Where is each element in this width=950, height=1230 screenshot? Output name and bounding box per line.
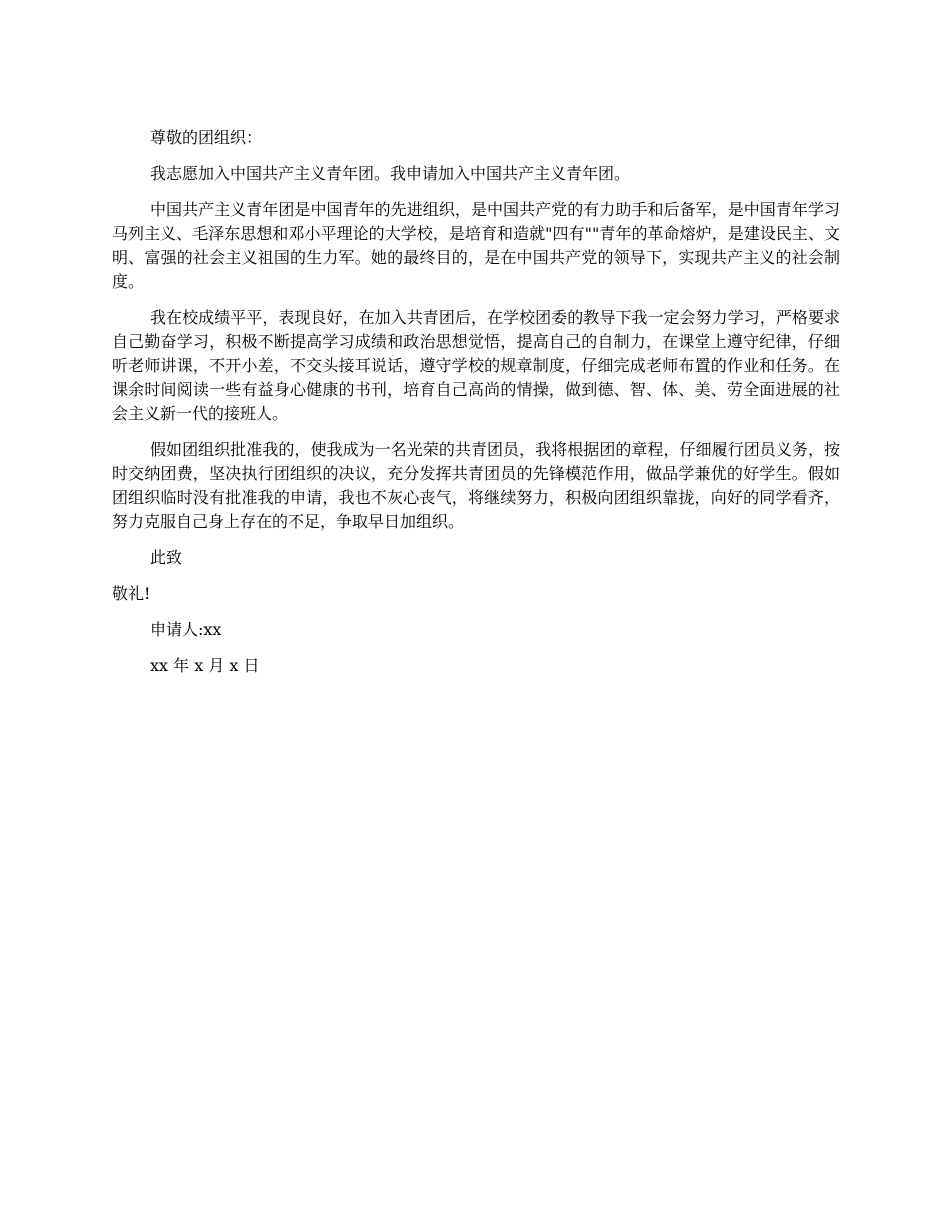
letter-date: xx 年 x 月 x 日: [150, 656, 260, 675]
closing-salute: 敬礼!: [112, 584, 151, 603]
paragraph-intent: 我志愿加入中国共产主义青年团。我申请加入中国共产主义青年团。: [150, 164, 631, 183]
paragraph-self-assessment: 我在校成绩平平，表现良好，在加入共青团后，在学校团委的教导下我一定会努力学习，严格要求自己勤奋学习，积极不断提高学习成绩和政治思想觉悟，提高自己的自制力，在课堂上遵守纪律，仔细听老师讲课，不开小差，不交头接耳说话，遵守学校的规章制度，仔细完成老师布置的作业和任务。在课余时间阅读一些有益身心健康的书刊，培育自己高尚的情操，做到德、智、体、美、劳全面进展的社会主义新一代的接班人。: [112, 308, 840, 423]
salutation: 尊敬的团组织：: [150, 128, 263, 147]
paragraph-commitment: 假如团组织批准我的，使我成为一名光荣的共青团员，我将根据团的章程，仔细履行团员义务，按时交纳团费，坚决执行团组织的决议，充分发挥共青团员的先锋模范作用，做品学兼优的好学生。假如团组织临时没有批准我的申请，我也不灰心丧气，将继续努力，积极向团组织靠拢，向好的同学看齐，努力克服自己身上存在的不足，争取早日加组织。: [112, 440, 840, 531]
paragraph-about-league: 中国共产主义青年团是中国青年的先进组织，是中国共产党的有力助手和后备军，是中国青年学习马列主义、毛泽东思想和邓小平理论的大学校，是培育和造就"四有""青年的革命熔炉，是建设民主、文明、富强的社会主义祖国的生力军。她的最终目的，是在中国共产党的领导下，实现共产主义的社会制度。: [112, 200, 840, 291]
letter-body: [112, 126, 840, 690]
closing-greeting: 此致: [150, 548, 183, 567]
applicant-signature: 申请人:xx: [150, 620, 222, 639]
